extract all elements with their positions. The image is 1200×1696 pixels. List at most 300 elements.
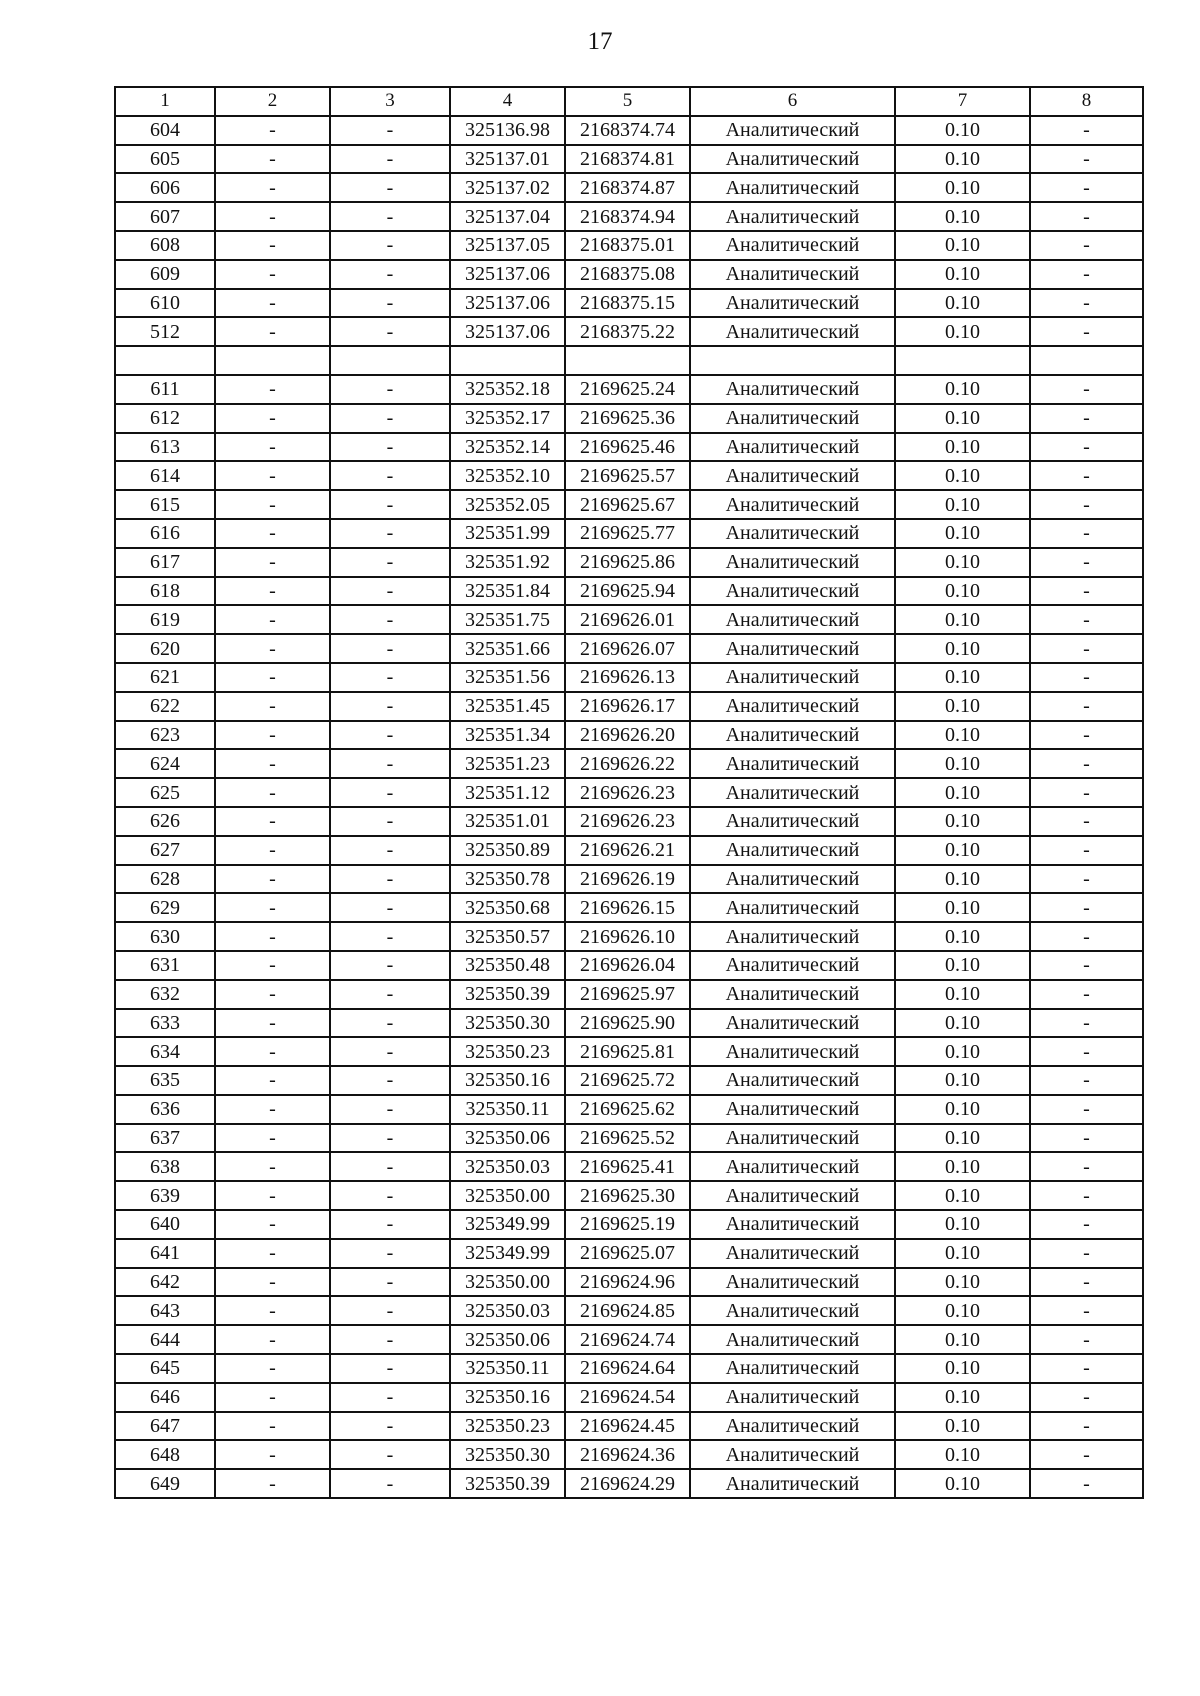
column-header-4: 4	[450, 87, 565, 116]
table-cell-col-2: -	[215, 1440, 330, 1469]
table-cell-col-3: -	[330, 173, 450, 202]
table-cell-col-5	[565, 346, 690, 375]
table-cell-col-4: 325350.78	[450, 865, 565, 894]
table-cell-col-4: 325350.57	[450, 922, 565, 951]
table-cell-col-6: Аналитический	[690, 173, 895, 202]
table-cell-col-3: -	[330, 1210, 450, 1239]
table-cell-col-6: Аналитический	[690, 778, 895, 807]
table-cell-col-6: Аналитический	[690, 951, 895, 980]
table-cell-col-7: 0.10	[895, 778, 1030, 807]
table-cell-col-6: Аналитический	[690, 980, 895, 1009]
table-cell-col-3: -	[330, 490, 450, 519]
table-cell-col-5: 2169626.10	[565, 922, 690, 951]
table-cell-col-5: 2169625.77	[565, 519, 690, 548]
table-cell-col-6: Аналитический	[690, 692, 895, 721]
table-row	[115, 173, 1143, 202]
table-cell-col-5: 2168375.15	[565, 289, 690, 318]
table-cell-col-5: 2169624.85	[565, 1296, 690, 1325]
table-cell-col-5: 2169624.96	[565, 1268, 690, 1297]
table-cell-col-5: 2168374.94	[565, 202, 690, 231]
table-cell-col-7: 0.10	[895, 1124, 1030, 1153]
table-cell-col-7: 0.10	[895, 116, 1030, 145]
table-cell-col-6: Аналитический	[690, 1440, 895, 1469]
table-cell-col-1: 610	[115, 289, 215, 318]
table-cell-col-7: 0.10	[895, 433, 1030, 462]
table-cell-col-1: 629	[115, 893, 215, 922]
table-cell-col-7: 0.10	[895, 893, 1030, 922]
table-cell-col-4: 325350.06	[450, 1325, 565, 1354]
table-cell-col-1: 604	[115, 116, 215, 145]
table-row	[115, 548, 1143, 577]
table-cell-col-7: 0.10	[895, 1037, 1030, 1066]
table-cell-col-8: -	[1030, 317, 1143, 346]
table-row	[115, 490, 1143, 519]
table-row	[115, 1440, 1143, 1469]
table-cell-col-5: 2169625.97	[565, 980, 690, 1009]
table-cell-col-7: 0.10	[895, 519, 1030, 548]
table-cell-col-7: 0.10	[895, 1325, 1030, 1354]
table-cell-col-1: 618	[115, 577, 215, 606]
table-cell-col-4: 325352.18	[450, 375, 565, 404]
table-row	[115, 289, 1143, 318]
table-cell-col-8: -	[1030, 1181, 1143, 1210]
table-cell-col-3: -	[330, 721, 450, 750]
table-cell-col-1	[115, 346, 215, 375]
table-cell-col-3: -	[330, 548, 450, 577]
table-cell-col-1: 625	[115, 778, 215, 807]
table-cell-col-3: -	[330, 317, 450, 346]
table-cell-col-3: -	[330, 1469, 450, 1498]
table-cell-col-4: 325137.02	[450, 173, 565, 202]
table-cell-col-2: -	[215, 721, 330, 750]
table-cell-col-7: 0.10	[895, 404, 1030, 433]
table-cell-col-6: Аналитический	[690, 1037, 895, 1066]
table-cell-col-8: -	[1030, 173, 1143, 202]
column-header-8: 8	[1030, 87, 1143, 116]
table-cell-col-1: 624	[115, 749, 215, 778]
table-cell-col-8: -	[1030, 1469, 1143, 1498]
table-cell-col-6: Аналитический	[690, 865, 895, 894]
table-cell-col-8: -	[1030, 577, 1143, 606]
table-cell-col-2: -	[215, 173, 330, 202]
table-cell-col-8: -	[1030, 1440, 1143, 1469]
table-cell-col-8: -	[1030, 778, 1143, 807]
table-cell-col-7: 0.10	[895, 1469, 1030, 1498]
table-cell-col-7: 0.10	[895, 634, 1030, 663]
table-cell-col-1: 628	[115, 865, 215, 894]
table-cell-col-8: -	[1030, 721, 1143, 750]
table-cell-col-7: 0.10	[895, 1354, 1030, 1383]
table-cell-col-3: -	[330, 749, 450, 778]
table-row	[115, 433, 1143, 462]
table-cell-col-2: -	[215, 1037, 330, 1066]
table-cell-col-8: -	[1030, 260, 1143, 289]
table-cell-col-3: -	[330, 461, 450, 490]
table-cell-col-5: 2169625.57	[565, 461, 690, 490]
table-cell-col-5: 2169624.74	[565, 1325, 690, 1354]
table-cell-col-4: 325350.39	[450, 1469, 565, 1498]
table-cell-col-5: 2169626.01	[565, 605, 690, 634]
table-cell-col-6: Аналитический	[690, 721, 895, 750]
table-cell-col-8: -	[1030, 289, 1143, 318]
table-cell-col-2: -	[215, 145, 330, 174]
table-cell-col-6: Аналитический	[690, 1383, 895, 1412]
table-cell-col-4: 325350.11	[450, 1354, 565, 1383]
table-cell-col-3: -	[330, 1296, 450, 1325]
table-cell-col-6: Аналитический	[690, 605, 895, 634]
table-cell-col-6: Аналитический	[690, 1469, 895, 1498]
table-cell-col-5: 2169626.23	[565, 807, 690, 836]
table-cell-col-4: 325351.92	[450, 548, 565, 577]
table-cell-col-1: 647	[115, 1412, 215, 1441]
table-cell-col-3: -	[330, 893, 450, 922]
table-cell-col-2	[215, 346, 330, 375]
table-cell-col-8: -	[1030, 1095, 1143, 1124]
table-cell-col-5: 2169625.30	[565, 1181, 690, 1210]
table-cell-col-4: 325350.00	[450, 1268, 565, 1297]
table-cell-col-7: 0.10	[895, 260, 1030, 289]
table-cell-col-6: Аналитический	[690, 116, 895, 145]
table-cell-col-2: -	[215, 663, 330, 692]
table-cell-col-3: -	[330, 1037, 450, 1066]
table-cell-col-2: -	[215, 634, 330, 663]
table-cell-col-6: Аналитический	[690, 519, 895, 548]
table-cell-col-4: 325351.34	[450, 721, 565, 750]
table-cell-col-3: -	[330, 1325, 450, 1354]
table-cell-col-2: -	[215, 1124, 330, 1153]
table-cell-col-1: 623	[115, 721, 215, 750]
table-cell-col-7: 0.10	[895, 922, 1030, 951]
table-cell-col-6: Аналитический	[690, 490, 895, 519]
table-cell-col-6: Аналитический	[690, 663, 895, 692]
table-cell-col-5: 2169624.45	[565, 1412, 690, 1441]
table-cell-col-4: 325350.68	[450, 893, 565, 922]
table-row	[115, 375, 1143, 404]
table-cell-col-2: -	[215, 951, 330, 980]
table-cell-col-4: 325350.16	[450, 1066, 565, 1095]
table-cell-col-6: Аналитический	[690, 807, 895, 836]
table-cell-col-3: -	[330, 1268, 450, 1297]
table-cell-col-4: 325137.06	[450, 289, 565, 318]
table-cell-col-7: 0.10	[895, 577, 1030, 606]
table-cell-col-5: 2168374.81	[565, 145, 690, 174]
table-cell-col-5: 2169624.54	[565, 1383, 690, 1412]
table-cell-col-6: Аналитический	[690, 1009, 895, 1038]
table-cell-col-3: -	[330, 1412, 450, 1441]
table-cell-col-6: Аналитический	[690, 1152, 895, 1181]
table-cell-col-1: 607	[115, 202, 215, 231]
table-cell-col-3: -	[330, 116, 450, 145]
table-cell-col-8: -	[1030, 145, 1143, 174]
table-cell-col-1: 631	[115, 951, 215, 980]
table-cell-col-1: 645	[115, 1354, 215, 1383]
table-cell-col-2: -	[215, 1354, 330, 1383]
table-cell-col-8: -	[1030, 202, 1143, 231]
table-cell-col-2: -	[215, 260, 330, 289]
table-cell-col-8: -	[1030, 1354, 1143, 1383]
table-cell-col-8: -	[1030, 433, 1143, 462]
table-row	[115, 231, 1143, 260]
table-cell-col-2: -	[215, 1412, 330, 1441]
table-cell-col-8: -	[1030, 1009, 1143, 1038]
table-cell-col-1: 637	[115, 1124, 215, 1153]
table-cell-col-3: -	[330, 145, 450, 174]
table-cell-col-4: 325350.03	[450, 1296, 565, 1325]
table-cell-col-4: 325137.06	[450, 317, 565, 346]
table-cell-col-8: -	[1030, 116, 1143, 145]
coordinates-table	[114, 86, 1144, 1499]
table-cell-col-3: -	[330, 1239, 450, 1268]
table-cell-col-7: 0.10	[895, 605, 1030, 634]
table-cell-col-3: -	[330, 605, 450, 634]
table-cell-col-7: 0.10	[895, 721, 1030, 750]
table-cell-col-5: 2169626.22	[565, 749, 690, 778]
table-cell-col-2: -	[215, 836, 330, 865]
table-cell-col-3: -	[330, 289, 450, 318]
table-cell-col-1: 641	[115, 1239, 215, 1268]
table-cell-col-1: 633	[115, 1009, 215, 1038]
table-cell-col-1: 626	[115, 807, 215, 836]
table-cell-col-1: 615	[115, 490, 215, 519]
table-cell-col-2: -	[215, 375, 330, 404]
table-cell-col-2: -	[215, 1066, 330, 1095]
table-cell-col-5: 2169625.90	[565, 1009, 690, 1038]
table-cell-col-6: Аналитический	[690, 577, 895, 606]
table-row	[115, 1469, 1143, 1498]
table-cell-col-3: -	[330, 951, 450, 980]
table-cell-col-4: 325137.06	[450, 260, 565, 289]
table-row	[115, 836, 1143, 865]
table-row	[115, 951, 1143, 980]
table-cell-col-6: Аналитический	[690, 317, 895, 346]
table-cell-col-7: 0.10	[895, 1210, 1030, 1239]
table-cell-col-8: -	[1030, 749, 1143, 778]
table-cell-col-8: -	[1030, 836, 1143, 865]
table-cell-col-3: -	[330, 778, 450, 807]
table-cell-col-2: -	[215, 1152, 330, 1181]
table-cell-col-4: 325351.56	[450, 663, 565, 692]
table-cell-col-6: Аналитический	[690, 1412, 895, 1441]
table-cell-col-6: Аналитический	[690, 634, 895, 663]
table-cell-col-3: -	[330, 836, 450, 865]
table-cell-col-7: 0.10	[895, 461, 1030, 490]
table-cell-col-5: 2169625.67	[565, 490, 690, 519]
table-cell-col-4: 325137.04	[450, 202, 565, 231]
table-cell-col-2: -	[215, 1383, 330, 1412]
table-row	[115, 116, 1143, 145]
table-cell-col-1: 614	[115, 461, 215, 490]
table-cell-col-7: 0.10	[895, 1066, 1030, 1095]
table-cell-col-4: 325350.11	[450, 1095, 565, 1124]
table-cell-col-6: Аналитический	[690, 404, 895, 433]
table-cell-col-6: Аналитический	[690, 1124, 895, 1153]
column-header-3: 3	[330, 87, 450, 116]
table-cell-col-8: -	[1030, 490, 1143, 519]
table-cell-col-6: Аналитический	[690, 1296, 895, 1325]
table-row	[115, 1066, 1143, 1095]
table-row	[115, 1325, 1143, 1354]
table-cell-col-8: -	[1030, 865, 1143, 894]
table-cell-col-3: -	[330, 1095, 450, 1124]
table-cell-col-1: 639	[115, 1181, 215, 1210]
column-header-1: 1	[115, 87, 215, 116]
table-cell-col-1: 642	[115, 1268, 215, 1297]
table-cell-col-6: Аналитический	[690, 749, 895, 778]
table-cell-col-5: 2169626.23	[565, 778, 690, 807]
table-row	[115, 404, 1143, 433]
table-cell-col-2: -	[215, 433, 330, 462]
table-cell-col-3: -	[330, 1152, 450, 1181]
table-cell-col-7: 0.10	[895, 490, 1030, 519]
table-cell-col-8: -	[1030, 231, 1143, 260]
table-cell-col-7: 0.10	[895, 951, 1030, 980]
table-cell-col-7: 0.10	[895, 317, 1030, 346]
table-row	[115, 1412, 1143, 1441]
table-cell-col-4: 325350.23	[450, 1037, 565, 1066]
table-cell-col-8: -	[1030, 893, 1143, 922]
table-cell-col-2: -	[215, 749, 330, 778]
table-cell-col-8: -	[1030, 1210, 1143, 1239]
table-cell-col-6: Аналитический	[690, 922, 895, 951]
table-cell-col-7	[895, 346, 1030, 375]
table-row	[115, 317, 1143, 346]
table-cell-col-2: -	[215, 692, 330, 721]
table-row	[115, 260, 1143, 289]
table-cell-col-5: 2169624.36	[565, 1440, 690, 1469]
table-cell-col-6: Аналитический	[690, 202, 895, 231]
table-cell-col-7: 0.10	[895, 865, 1030, 894]
table-cell-col-7: 0.10	[895, 548, 1030, 577]
table-cell-col-1: 617	[115, 548, 215, 577]
table-cell-col-6: Аналитический	[690, 1181, 895, 1210]
table-cell-col-3: -	[330, 663, 450, 692]
table-cell-col-2: -	[215, 548, 330, 577]
table-cell-col-4: 325351.99	[450, 519, 565, 548]
table-cell-col-4: 325350.23	[450, 1412, 565, 1441]
table-cell-col-3: -	[330, 260, 450, 289]
table-cell-col-5: 2169626.13	[565, 663, 690, 692]
table-cell-col-2: -	[215, 490, 330, 519]
table-cell-col-8: -	[1030, 548, 1143, 577]
table-cell-col-4: 325350.89	[450, 836, 565, 865]
table-cell-col-3: -	[330, 692, 450, 721]
table-cell-col-1: 620	[115, 634, 215, 663]
table-cell-col-5: 2168375.01	[565, 231, 690, 260]
table-cell-col-1: 609	[115, 260, 215, 289]
table-cell-col-3: -	[330, 1066, 450, 1095]
table-cell-col-1: 606	[115, 173, 215, 202]
table-cell-col-4: 325350.39	[450, 980, 565, 1009]
table-cell-col-4	[450, 346, 565, 375]
table-cell-col-4: 325351.01	[450, 807, 565, 836]
table-row	[115, 778, 1143, 807]
table-cell-col-5: 2169625.07	[565, 1239, 690, 1268]
table-cell-col-3: -	[330, 1181, 450, 1210]
table-cell-col-1: 640	[115, 1210, 215, 1239]
table-cell-col-8: -	[1030, 922, 1143, 951]
table-cell-col-7: 0.10	[895, 980, 1030, 1009]
table-cell-col-6: Аналитический	[690, 145, 895, 174]
table-cell-col-8: -	[1030, 1066, 1143, 1095]
table-cell-col-7: 0.10	[895, 1152, 1030, 1181]
table-cell-col-8	[1030, 346, 1143, 375]
table-cell-col-4: 325351.45	[450, 692, 565, 721]
table-cell-col-2: -	[215, 1239, 330, 1268]
table-cell-col-3: -	[330, 375, 450, 404]
table-cell-col-1: 621	[115, 663, 215, 692]
table-row	[115, 663, 1143, 692]
table-row	[115, 519, 1143, 548]
table-cell-col-1: 608	[115, 231, 215, 260]
table-cell-col-7: 0.10	[895, 1181, 1030, 1210]
table-cell-col-4: 325351.66	[450, 634, 565, 663]
page-number: 17	[587, 28, 613, 55]
table-cell-col-5: 2169626.19	[565, 865, 690, 894]
table-cell-col-7: 0.10	[895, 289, 1030, 318]
table-cell-col-7: 0.10	[895, 836, 1030, 865]
table-cell-col-3: -	[330, 577, 450, 606]
table-cell-col-7: 0.10	[895, 173, 1030, 202]
table-cell-col-7: 0.10	[895, 231, 1030, 260]
table-cell-col-8: -	[1030, 1152, 1143, 1181]
table-cell-col-1: 648	[115, 1440, 215, 1469]
table-cell-col-5: 2169625.86	[565, 548, 690, 577]
column-header-7: 7	[895, 87, 1030, 116]
table-cell-col-3: -	[330, 231, 450, 260]
table-cell-col-3: -	[330, 980, 450, 1009]
table-cell-col-4: 325349.99	[450, 1239, 565, 1268]
table-row	[115, 202, 1143, 231]
table-cell-col-1: 646	[115, 1383, 215, 1412]
table-cell-col-2: -	[215, 778, 330, 807]
table-row	[115, 980, 1143, 1009]
table-row	[115, 145, 1143, 174]
table-cell-col-1: 635	[115, 1066, 215, 1095]
table-cell-col-5: 2169625.46	[565, 433, 690, 462]
table-cell-col-8: -	[1030, 1296, 1143, 1325]
table-cell-col-8: -	[1030, 1239, 1143, 1268]
table-cell-col-3: -	[330, 1009, 450, 1038]
table-cell-col-2: -	[215, 317, 330, 346]
table-cell-col-3: -	[330, 433, 450, 462]
table-cell-col-1: 649	[115, 1469, 215, 1498]
table-cell-col-3: -	[330, 202, 450, 231]
table-row	[115, 1095, 1143, 1124]
table-cell-col-3: -	[330, 634, 450, 663]
table-cell-col-6: Аналитический	[690, 836, 895, 865]
table-cell-col-7: 0.10	[895, 807, 1030, 836]
table-cell-col-6: Аналитический	[690, 1325, 895, 1354]
table-cell-col-5: 2168374.74	[565, 116, 690, 145]
table-cell-col-1: 644	[115, 1325, 215, 1354]
table-cell-col-3: -	[330, 1124, 450, 1153]
table-cell-col-7: 0.10	[895, 749, 1030, 778]
table-cell-col-4: 325351.84	[450, 577, 565, 606]
table-row	[115, 1239, 1143, 1268]
table-row	[115, 1296, 1143, 1325]
table-cell-col-1: 643	[115, 1296, 215, 1325]
table-cell-col-5: 2169625.52	[565, 1124, 690, 1153]
column-header-5: 5	[565, 87, 690, 116]
header-row	[115, 87, 1143, 116]
table-cell-col-4: 325137.05	[450, 231, 565, 260]
table-cell-col-5: 2169626.20	[565, 721, 690, 750]
table-cell-col-5: 2169624.64	[565, 1354, 690, 1383]
table-cell-col-2: -	[215, 1296, 330, 1325]
table-cell-col-4: 325350.16	[450, 1383, 565, 1412]
table-cell-col-6: Аналитический	[690, 289, 895, 318]
table-cell-col-5: 2169626.21	[565, 836, 690, 865]
